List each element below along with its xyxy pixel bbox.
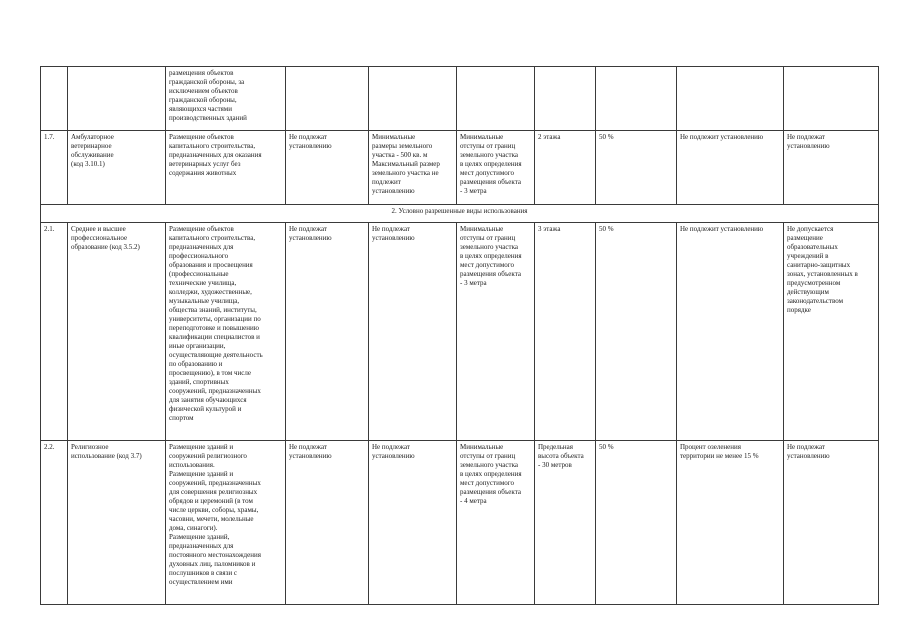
use-description-cell: размещения объектов гражданской обороны, за исключением объектов гражданской обороны, являющихся частями производственных зданий [166, 67, 286, 131]
plot-size-cell: Не подлежат установлению [286, 441, 369, 605]
table-row [41, 441, 879, 605]
coverage-cell: 50 % [596, 131, 677, 205]
use-name-cell: Амбулаторное ветеринарное обслуживание (код 3.10.1) [68, 131, 166, 205]
plot-size-cell [286, 67, 369, 131]
section-title: 2. Условно разрешенные виды использования [41, 205, 879, 223]
setback-cell: Минимальные отступы от границ земельного участка в целях определения мест допустимого размещения объекта - 3 метра [457, 131, 535, 205]
coverage-cell [596, 67, 677, 131]
use-name-cell [68, 67, 166, 131]
setback-cell: Минимальные отступы от границ земельного участка в целях определения мест допустимого размещения объекта - 3 метра [457, 223, 535, 441]
use-name-cell: Религиозное использование (код 3.7) [68, 441, 166, 605]
coverage-cell: 50 % [596, 223, 677, 441]
other-params-cell: Не подлежит установлению [677, 131, 784, 205]
restrictions-cell: Не подлежат установлению [784, 131, 879, 205]
restrictions-cell: Не допускается размещение образовательных учреждений в санитарно-защитных зонах, установленных в предусмотренном действующим законодательством порядке [784, 223, 879, 441]
restrictions-cell: Не подлежат установлению [784, 441, 879, 605]
zoning-table [40, 66, 879, 605]
row-number: 2.2. [41, 441, 68, 605]
plot-area-cell [369, 67, 457, 131]
other-params-cell: Процент озеленения территории не менее 15 % [677, 441, 784, 605]
table-row [41, 67, 879, 131]
plot-size-cell: Не подлежат установлению [286, 131, 369, 205]
floors-cell: Предельная высота объекта - 30 метров [535, 441, 596, 605]
floors-cell: 2 этажа [535, 131, 596, 205]
section-header-row [41, 205, 879, 223]
coverage-cell: 50 % [596, 441, 677, 605]
plot-area-cell: Минимальные размеры земельного участка - 500 кв. м Максимальный размер земельного участка не подлежит установлению [369, 131, 457, 205]
row-number: 2.1. [41, 223, 68, 441]
restrictions-cell [784, 67, 879, 131]
floors-cell [535, 67, 596, 131]
use-description-cell: Размещение объектов капитального строительства, предназначенных для профессионального образования и просвещения (профессиональные технические училища, колледжи, художественные, музыкальные училища, общества знаний, институты, университеты, организации по переподготовке и повышению квалификации специалистов и иные организации, осуществляющие деятельность по образованию и просвещению), в том числе зданий, спортивных сооружений, предназначенных для занятия обучающихся физической культурой и спортом [166, 223, 286, 441]
table-row [41, 131, 879, 205]
other-params-cell: Не подлежит установлению [677, 223, 784, 441]
use-description-cell: Размещение зданий и сооружений религиозного использования. Размещение зданий и сооружений, предназначенных для совершения религиозных обрядов и церемоний (в том числе церкви, соборы, храмы, часовни, мечети, молельные дома, синагоги). Размещение зданий, предназначенных для постоянного местонахождения духовных лиц, паломников и послушников в связи с осуществлением ими [166, 441, 286, 605]
use-name-cell: Среднее и высшее профессиональное образование (код 3.5.2) [68, 223, 166, 441]
floors-cell: 3 этажа [535, 223, 596, 441]
other-params-cell [677, 67, 784, 131]
use-description-cell: Размещение объектов капитального строительства, предназначенных для оказания ветеринарных услуг без содержания животных [166, 131, 286, 205]
row-number [41, 67, 68, 131]
table-row [41, 223, 879, 441]
setback-cell [457, 67, 535, 131]
setback-cell: Минимальные отступы от границ земельного участка в целях определения мест допустимого размещения объекта - 4 метра [457, 441, 535, 605]
plot-area-cell: Не подлежат установлению [369, 441, 457, 605]
row-number: 1.7. [41, 131, 68, 205]
plot-area-cell: Не подлежат установлению [369, 223, 457, 441]
plot-size-cell: Не подлежат установлению [286, 223, 369, 441]
